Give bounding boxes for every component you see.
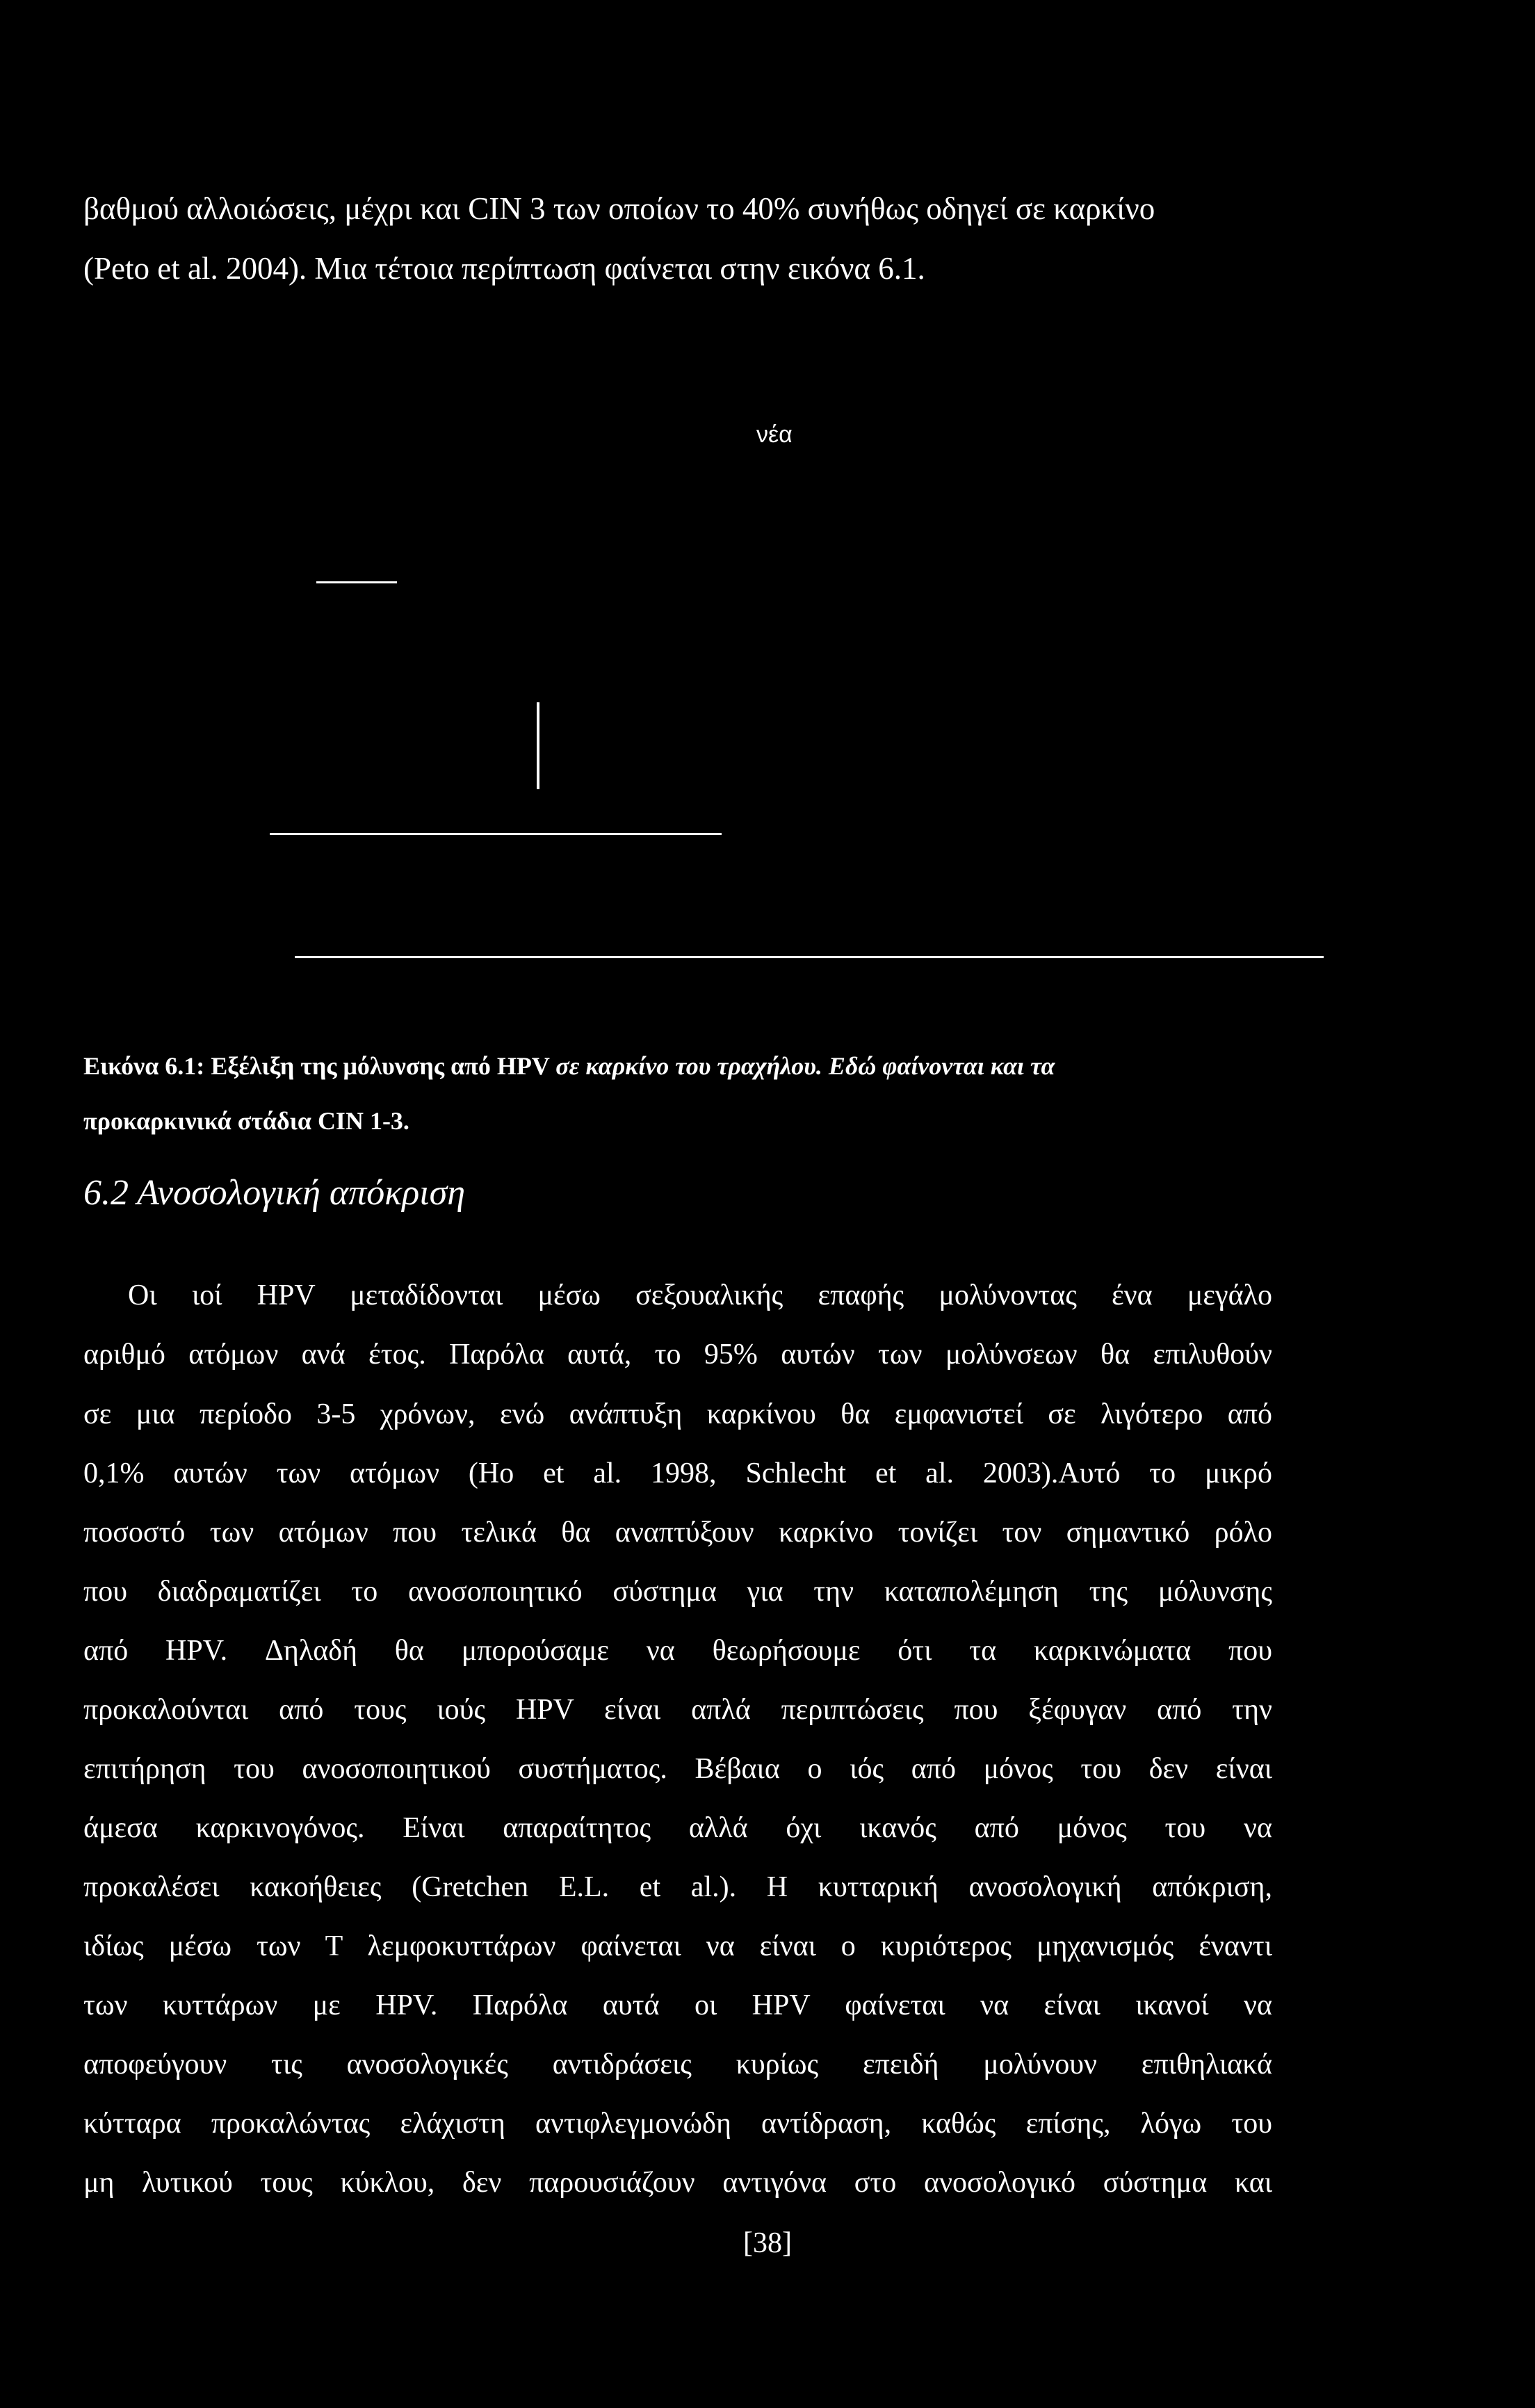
figure-caption-line-1	[83, 1053, 1055, 1078]
body-line: 0,1% αυτών των ατόμων (Ho et al. 1998, Schlecht et al. 2003).Αυτό το μικρό	[83, 1457, 1272, 1489]
body-line: ποσοστό των ατόμων που τελικά θα αναπτύξουν καρκίνο τονίζει τον σημαντικό ρόλο	[83, 1517, 1272, 1549]
page-number: [38]	[743, 2227, 792, 2259]
body-line: που διαδραματίζει το ανοσοποιητικό σύστημα για την καταπολέμηση της μόλυνσης	[83, 1576, 1272, 1608]
caption-italic-part: σε καρκίνο του τραχήλου. Εδώ φαίνονται και τα	[555, 1052, 1055, 1080]
body-line: άμεσα καρκινογόνος. Είναι απαραίτητος αλλά όχι ικανός από μόνος του να	[83, 1812, 1272, 1844]
caption-bold-part: Εικόνα 6.1: Εξέλιξη της μόλυνσης από HPV	[83, 1052, 556, 1080]
body-line: ιδίως μέσω των Τ λεμφοκυττάρων φαίνεται να είναι ο κυριότερος μηχανισμός έναντι	[83, 1930, 1272, 1962]
body-line: μη λυτικού τους κύκλου, δεν παρουσιάζουν αντιγόνα στο ανοσολογικό σύστημα και	[83, 2167, 1272, 2199]
body-line: αποφεύγουν τις ανοσολογικές αντιδράσεις κυρίως επειδή μολύνουν επιθηλιακά	[83, 2049, 1272, 2080]
body-line: σε μια περίοδο 3-5 χρόνων, ενώ ανάπτυξη καρκίνου θα εμφανιστεί σε λιγότερο από	[83, 1398, 1272, 1430]
body-line: προκαλούνται από τους ιούς HPV είναι απλά περιπτώσεις που ξέφυγαν από την	[83, 1694, 1272, 1726]
body-line: από HPV. Δηλαδή θα μπορούσαμε να θεωρήσουμε ότι τα καρκινώματα που	[83, 1635, 1272, 1667]
body-line: προκαλέσει κακοήθειες (Gretchen E.L. et al.). Η κυτταρική ανοσολογική απόκριση,	[83, 1871, 1272, 1903]
figure-line-short	[316, 581, 397, 583]
figure-caption-line-2: προκαρκινικά στάδια CIN 1-3.	[83, 1107, 409, 1135]
intro-line-2: (Peto et al. 2004). Μια τέτοια περίπτωση φαίνεται στην εικόνα 6.1.	[83, 251, 925, 286]
section-heading: 6.2 Ανοσολογική απόκριση	[83, 1173, 466, 1213]
body-line: των κυττάρων με HPV. Παρόλα αυτά οι HPV φαίνεται να είναι ικανοί να	[83, 1989, 1272, 2021]
figure-label: νέα	[756, 421, 793, 448]
figure-line-mid	[270, 833, 722, 835]
body-line: κύτταρα προκαλώντας ελάχιστη αντιφλεγμονώδη αντίδραση, καθώς επίσης, λόγω του	[83, 2108, 1272, 2140]
figure-line-vertical	[537, 702, 539, 789]
body-line: επιτήρηση του ανοσοποιητικού συστήματος. Βέβαια ο ιός από μόνος του δεν είναι	[83, 1753, 1272, 1785]
intro-line-1: βαθμού αλλοιώσεις, μέχρι και CIN 3 των οποίων το 40% συνήθως οδηγεί σε καρκίνο	[83, 191, 1155, 226]
figure-line-long	[295, 956, 1324, 958]
body-line: αριθμό ατόμων ανά έτος. Παρόλα αυτά, το 95% αυτών των μολύνσεων θα επιλυθούν	[83, 1339, 1272, 1371]
body-line: Οι ιοί HPV μεταδίδονται μέσω σεξουαλικής επαφής μολύνοντας ένα μεγάλο	[128, 1279, 1272, 1311]
